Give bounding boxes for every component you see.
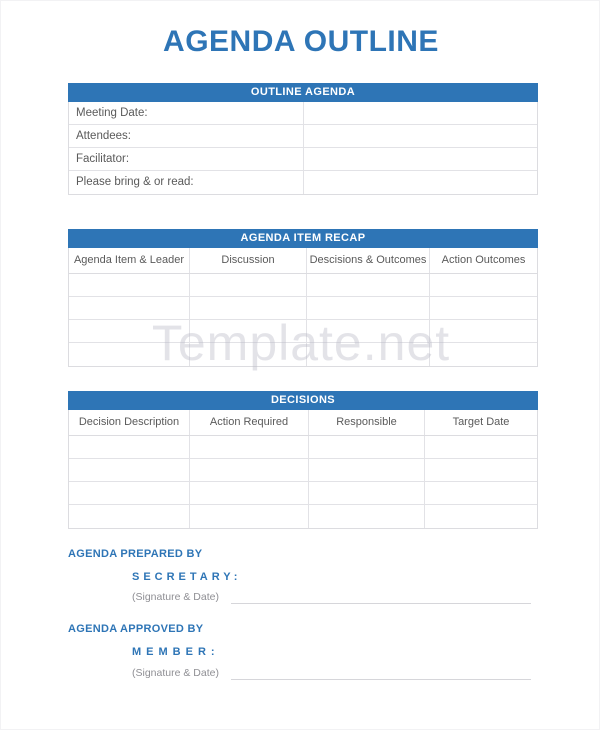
table-row xyxy=(69,148,537,171)
outline-agenda-body xyxy=(68,102,538,195)
table-row xyxy=(69,274,537,297)
decisions-header: DECISIONS xyxy=(68,391,538,410)
outline-agenda-header: OUTLINE AGENDA xyxy=(68,83,538,102)
page-title: AGENDA OUTLINE xyxy=(163,25,439,58)
decisions-body xyxy=(68,410,538,529)
empty-cell xyxy=(309,436,425,458)
decisions-column-header-row xyxy=(69,410,537,436)
decisions-col-target-date: Target Date xyxy=(452,416,510,428)
approved-signature-line xyxy=(231,679,531,680)
table-row xyxy=(69,505,537,528)
prepared-signature-note: (Signature & Date) xyxy=(132,591,219,603)
value-cell-attendees xyxy=(304,125,537,147)
member-label: MEMBER: xyxy=(132,646,220,658)
empty-cell xyxy=(190,482,309,504)
empty-cell xyxy=(69,482,190,504)
recap-col-action-outcomes: Action Outcomes xyxy=(441,254,526,266)
empty-cell xyxy=(309,459,425,481)
empty-cell xyxy=(425,459,537,481)
value-cell-meeting-date xyxy=(304,102,537,124)
empty-cell xyxy=(69,459,190,481)
decisions-table xyxy=(68,391,538,529)
empty-cell xyxy=(190,436,309,458)
table-row xyxy=(69,482,537,505)
empty-cell xyxy=(190,274,307,296)
empty-cell xyxy=(425,505,537,528)
secretary-label: SECRETARY: xyxy=(132,571,242,583)
empty-cell xyxy=(425,482,537,504)
prepared-signature-line xyxy=(231,603,531,604)
decisions-col-responsible: Responsible xyxy=(309,410,425,435)
empty-cell xyxy=(425,436,537,458)
decisions-col-description: Decision Description xyxy=(69,410,190,435)
empty-cell xyxy=(309,482,425,504)
empty-cell xyxy=(307,274,430,296)
recap-col-discussion: Discussion xyxy=(190,248,307,273)
empty-cell xyxy=(430,274,537,296)
row-label-facilitator: Facilitator: xyxy=(69,148,304,170)
recap-column-header-row xyxy=(69,248,537,274)
value-cell-please-bring xyxy=(304,171,537,194)
agenda-item-recap-header: AGENDA ITEM RECAP xyxy=(68,229,538,248)
recap-col-agenda-item-leader: Agenda Item & Leader xyxy=(69,248,190,273)
table-row xyxy=(69,171,537,194)
table-row xyxy=(69,436,537,459)
table-row xyxy=(69,102,537,125)
row-label-please-bring: Please bring & or read: xyxy=(69,171,304,194)
empty-cell xyxy=(190,459,309,481)
empty-cell xyxy=(69,274,190,296)
table-row xyxy=(69,125,537,148)
empty-cell xyxy=(69,436,190,458)
recap-col-descisions-outcomes: Descisions & Outcomes xyxy=(307,248,430,273)
table-row xyxy=(69,459,537,482)
row-label-attendees: Attendees: xyxy=(69,125,304,147)
prepared-by-heading: AGENDA PREPARED BY xyxy=(68,548,203,560)
approved-signature-note: (Signature & Date) xyxy=(132,667,219,679)
empty-cell xyxy=(190,505,309,528)
empty-cell xyxy=(309,505,425,528)
value-cell-facilitator xyxy=(304,148,537,170)
approved-by-heading: AGENDA APPROVED BY xyxy=(68,623,204,635)
template-net-watermark: Template.net xyxy=(151,315,451,371)
empty-cell xyxy=(69,505,190,528)
outline-agenda-table xyxy=(68,83,538,195)
decisions-col-action-required: Action Required xyxy=(190,410,309,435)
row-label-meeting-date: Meeting Date: xyxy=(69,102,304,124)
